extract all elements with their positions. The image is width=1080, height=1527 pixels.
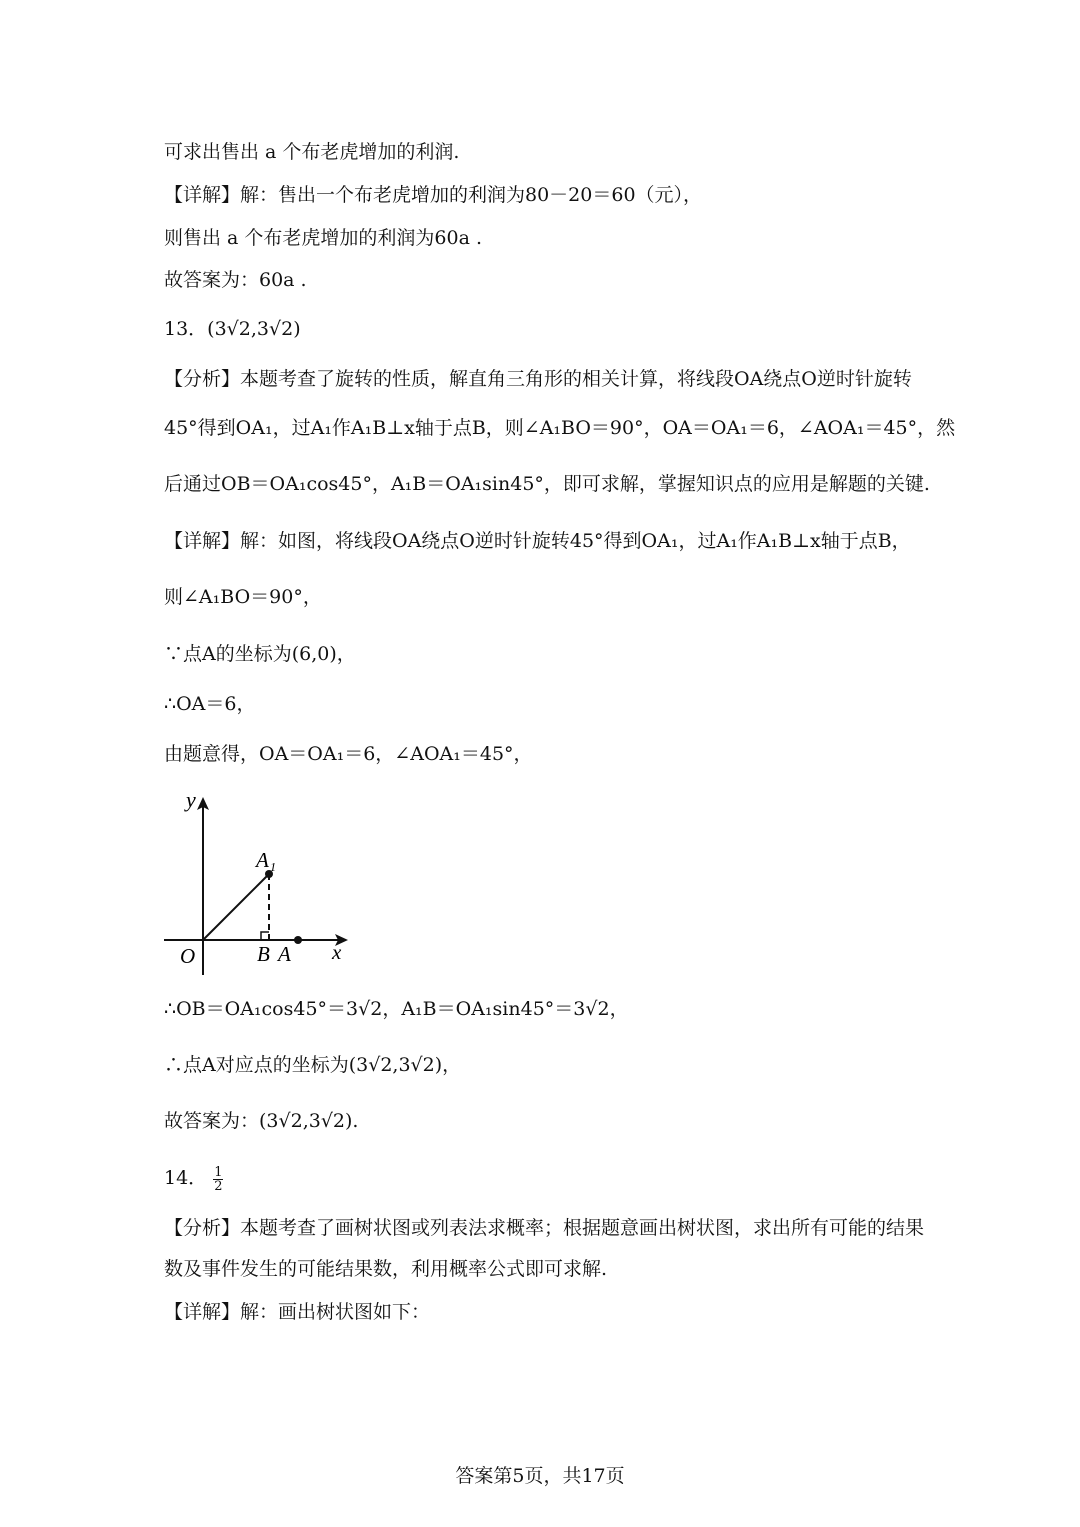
solution-line: ∴OA＝6，: [164, 693, 256, 715]
text-line: 故答案为：60a .: [164, 269, 307, 291]
analysis-line: 45°得到OA₁，过A₁作A₁B⊥x轴于点B，则∠A₁BO＝90°，OA＝OA₁＝6，∠AOA₁＝45°，然: [164, 417, 956, 439]
label-b: B: [257, 942, 270, 966]
text-line: 【详解】解：售出一个布老虎增加的利润为80－20＝60（元），: [164, 184, 703, 206]
right-angle-mark: [261, 932, 269, 940]
solution-line: 故答案为：(3√2,3√2).: [164, 1110, 359, 1132]
fraction-one-half: [213, 1166, 223, 1193]
label-y: y: [186, 787, 196, 812]
label-x: x: [332, 940, 342, 964]
analysis-line: 数及事件发生的可能结果数，利用概率公式即可求解.: [164, 1258, 608, 1280]
solution-line: 则∠A₁BO＝90°，: [164, 586, 322, 608]
page-footer: 答案第5页，共17页: [455, 1465, 625, 1487]
label-a: A: [278, 942, 291, 966]
fraction-numerator: 1: [214, 1164, 223, 1180]
question-13-answer: 13．(3√2,3√2): [164, 318, 301, 340]
solution-line: ∵点A的坐标为(6,0)，: [164, 643, 356, 665]
fraction-denominator: 2: [214, 1178, 223, 1194]
solution-line: 【详解】解：画出树状图如下：: [164, 1301, 431, 1323]
solution-line: 【详解】解：如图，将线段OA绕点O逆时针旋转45°得到OA₁，过A₁作A₁B⊥x轴于点B，: [164, 530, 911, 552]
text-line: 可求出售出 a 个布老虎增加的利润.: [164, 141, 460, 163]
analysis-line: 后通过OB＝OA₁cos45°，A₁B＝OA₁sin45°，即可求解，掌握知识点的应用是解题的关键.: [164, 473, 930, 495]
segment-oa1: [203, 874, 269, 940]
point-a: [294, 936, 302, 944]
solution-line: ∴点A对应点的坐标为(3√2,3√2)，: [164, 1054, 462, 1076]
question-number: 14．: [164, 1167, 208, 1189]
question-14-answer: [164, 1164, 223, 1193]
solution-line: 由题意得，OA＝OA₁＝6，∠AOA₁＝45°，: [164, 743, 533, 765]
solution-line: ∴OB＝OA₁cos45°＝3√2，A₁B＝OA₁sin45°＝3√2，: [164, 998, 629, 1020]
rotation-diagram: [150, 785, 360, 985]
analysis-line: 【分析】本题考查了画树状图或列表法求概率；根据题意画出树状图，求出所有可能的结果: [164, 1217, 925, 1239]
label-a1: A₁: [256, 848, 277, 872]
text-line: 则售出 a 个布老虎增加的利润为60a .: [164, 227, 482, 249]
label-o: O: [180, 944, 196, 968]
analysis-line: 【分析】本题考查了旋转的性质，解直角三角形的相关计算，将线段OA绕点O逆时针旋转: [164, 368, 912, 390]
